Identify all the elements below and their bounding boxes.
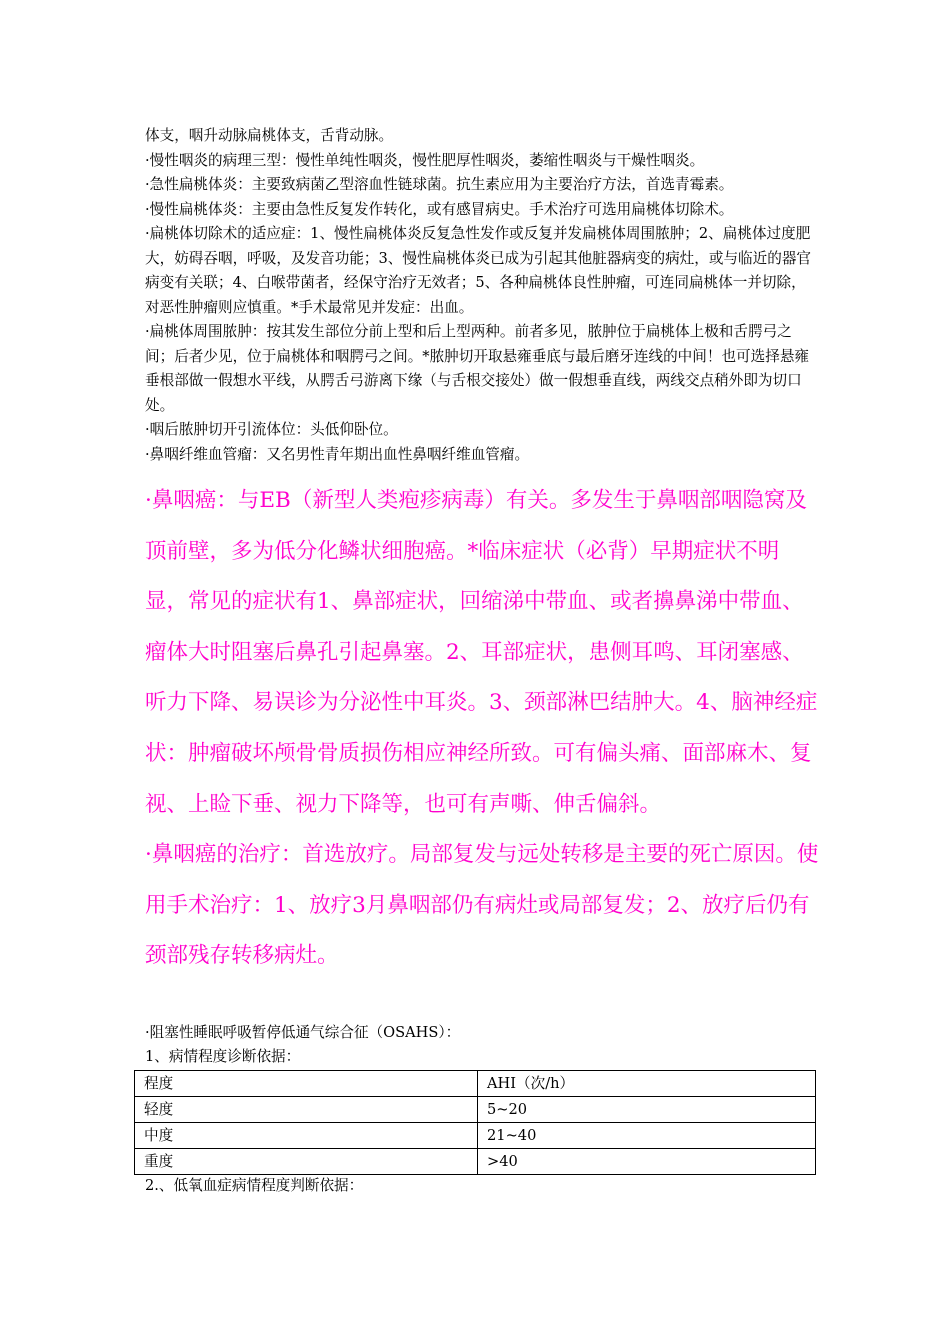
highlighted-text [145, 476, 820, 982]
subheading: 2.、低氧血症病情程度判断依据： [145, 1177, 364, 1194]
table-row [135, 1097, 816, 1123]
paragraph: ·慢性咽炎的病理三型：慢性单纯性咽炎，慢性肥厚性咽炎，萎缩性咽炎与干燥性咽炎。 [145, 151, 705, 169]
table-cell: 重度 [135, 1149, 478, 1175]
paragraph: ·鼻咽纤维血管瘤：又名男性青年期出血性鼻咽纤维血管瘤。 [145, 445, 530, 463]
highlight-paragraph: ·鼻咽癌：与EB（新型人类疱疹病毒）有关。多发生于鼻咽部咽隐窝及顶前壁，多为低分化鳞状细胞癌。*临床症状（必背）早期症状不明显，常见的症状有1、鼻部症状，回缩涕中带血、或者擤鼻涕中带血、瘤体大时阻塞后鼻孔引起鼻塞。2、耳部症状，患侧耳鸣、耳闭塞感、听力下降、易误诊为分泌性中耳炎。3、颈部淋巴结肿大。4、脑神经症状：肿瘤破坏颅骨骨质损伤相应神经所致。可有偏头痛、面部麻木、复视、上睑下垂、视力下降等，也可有声嘶、伸舌偏斜。 [145, 488, 818, 817]
paragraph: 体支，咽升动脉扁桃体支，舌背动脉。 [145, 127, 394, 144]
highlight-paragraph: ·鼻咽癌的治疗：首选放疗。局部复发与远处转移是主要的死亡原因。使用手术治疗：1、放疗3月鼻咽部仍有病灶或局部复发；2、放疗后仍有颈部残存转移病灶。 [145, 842, 819, 969]
table-header-cell: 程度 [135, 1071, 478, 1097]
paragraph: ·扁桃体周围脓肿：按其发生部位分前上型和后上型两种。前者多见，脓肿位于扁桃体上极和舌腭弓之间；后者少见，位于扁桃体和咽腭弓之间。*脓肿切开取悬雍垂底与最后磨牙连线的中间！也可选择悬雍垂根部做一假想水平线，从腭舌弓游离下缘（与舌根交接处）做一假想垂直线，两线交点稍外即为切口处。 [145, 323, 810, 414]
table-cell: >40 [478, 1149, 816, 1175]
table-header-cell: AHI（次/h） [478, 1071, 816, 1097]
section-heading: ·阻塞性睡眠呼吸暂停低通气综合征（OSAHS）： [145, 1024, 461, 1041]
table-row [135, 1123, 816, 1149]
subheading: 1、病情程度诊断依据： [145, 1048, 301, 1065]
paragraph: ·慢性扁桃体炎：主要由急性反复发作转化，或有感冒病史。手术治疗可选用扁桃体切除术。 [145, 200, 734, 218]
table-cell: 21~40 [478, 1123, 816, 1149]
table-cell: 中度 [135, 1123, 478, 1149]
table-row [135, 1149, 816, 1175]
paragraph: ·急性扁桃体炎：主要致病菌乙型溶血性链球菌。抗生素应用为主要治疗方法，首选青霉素。 [145, 176, 734, 193]
ahi-table [134, 1070, 816, 1175]
table-cell: 轻度 [135, 1097, 478, 1123]
body-text [145, 124, 817, 467]
paragraph: ·咽后脓肿切开引流体位：头低仰卧位。 [145, 421, 398, 438]
table-header-row [135, 1071, 816, 1097]
osahs-section [145, 1021, 817, 1069]
paragraph: ·扁桃体切除术的适应症：1、慢性扁桃体炎反复急性发作或反复并发扁桃体周围脓肿；2、扁桃体过度肥大，妨碍吞咽，呼吸，及发音功能；3、慢性扁桃体炎已成为引起其他脏器病变的病灶，或与临近的器官病变有关联；4、白喉带菌者，经保守治疗无效者；5、各种扁桃体良性肿瘤，可连同扁桃体一并切除，对恶性肿瘤则应慎重。*手术最常见并发症：出血。 [145, 225, 812, 316]
table-cell: 5~20 [478, 1097, 816, 1123]
